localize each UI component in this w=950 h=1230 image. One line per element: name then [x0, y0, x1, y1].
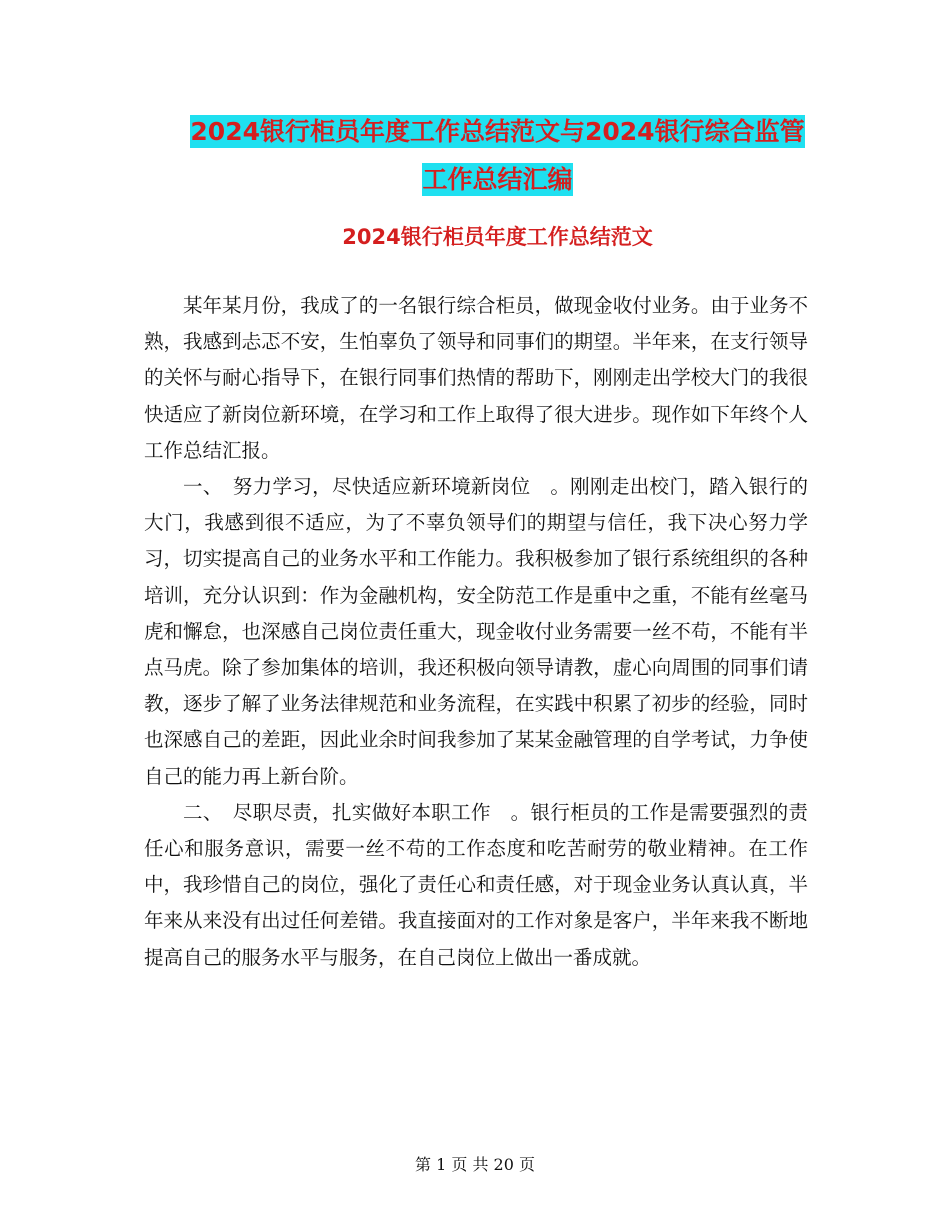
paragraph-section-1: 一、 努力学习，尽快适应新环境新岗位 。刚刚走出校门，踏入银行的大门，我感到很不适应，为了不辜负领导们的期望与信任，我下决心努力学习，切实提高自己的业务水平和工作能力。我积极参加了银行系统组织的各种培训，充分认识到：作为金融机构，安全防范工作是重中之重，不能有丝毫马虎和懈怠，也深感自己岗位责任重大，现金收付业务需要一丝不苟，不能有半点马虎。除了参加集体的培训，我还积极向领导请教，虚心向周围的同事们请教，逐步了解了业务法律规范和业务流程，在实践中积累了初步的经验，同时也深感自己的差距，因此业余时间我参加了某某金融管理的自学考试，力争使自己的能力再上新台阶。	[144, 475, 808, 788]
document-title-line-2: 工作总结汇编	[422, 165, 573, 194]
document-title	[140, 108, 855, 204]
section-title: 2024银行柜员年度工作总结范文	[342, 225, 653, 249]
page-number-footer: 第 1 页 共 20 页	[415, 1155, 535, 1174]
document-body	[144, 288, 808, 976]
document-title-line-1: 2024银行柜员年度工作总结范文与2024银行综合监管	[190, 117, 805, 146]
paragraph-section-2: 二、 尽职尽责，扎实做好本职工作 。银行柜员的工作是需要强烈的责任心和服务意识，需要一丝不苟的工作态度和吃苦耐劳的敬业精神。在工作中，我珍惜自己的岗位，强化了责任心和责任感，对于现金业务认真认真，半年来从来没有出过任何差错。我直接面对的工作对象是客户，半年来我不断地提高自己的服务水平与服务，在自己岗位上做出一番成就。	[144, 800, 808, 969]
paragraph-intro: 某年某月份，我成了的一名银行综合柜员，做现金收付业务。由于业务不熟，我感到忐忑不安，生怕辜负了领导和同事们的期望。半年来，在支行领导的关怀与耐心指导下，在银行同事们热情的帮助下，刚刚走出学校大门的我很快适应了新岗位新环境，在学习和工作上取得了很大进步。现作如下年终个人工作总结汇报。	[144, 294, 808, 462]
